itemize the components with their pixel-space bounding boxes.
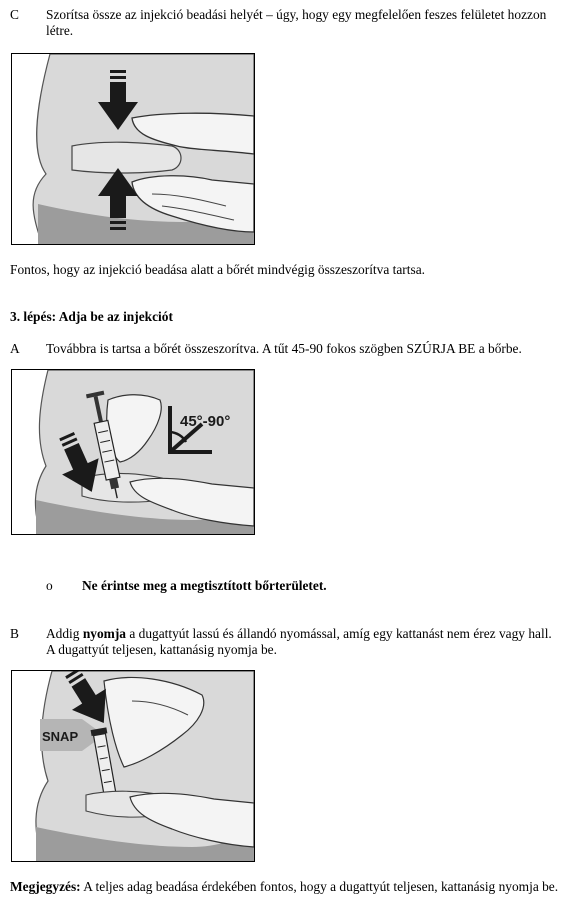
- step-c-letter: C: [10, 7, 19, 22]
- step-b-line-2: A dugattyút teljesen, kattanásig nyomja be.: [46, 642, 277, 657]
- bullet-marker: o: [46, 578, 53, 593]
- step-c-instruction: [46, 7, 576, 39]
- step-a-instruction: Továbbra is tartsa a bőrét összeszorítva. A tűt 45-90 fokos szögben SZÚRJA BE a bőrbe.: [46, 341, 522, 356]
- step-3-heading: 3. lépés: Adja be az injekciót: [10, 309, 173, 324]
- step-c-line-2: létre.: [46, 23, 74, 38]
- pinch-skin-illustration: [11, 53, 255, 245]
- step-a-letter: A: [10, 341, 20, 356]
- note-keep-skin-pinched: Fontos, hogy az injekció beadása alatt a bőrét mindvégig összeszorítva tartsa.: [10, 262, 425, 277]
- step-b-line-1-bold: nyomja: [82, 626, 126, 641]
- step-c-line-1: Szorítsa össze az injekció beadási helyét – úgy, hogy egy megfelelően feszes felületet hozzon: [46, 7, 547, 22]
- step-b-line-1-post: a dugattyút lassú és állandó nyomással, amíg egy kattanást nem érez vagy hall.: [125, 626, 552, 641]
- step-b-instruction: [46, 626, 576, 658]
- step-b-line-1: [46, 626, 576, 642]
- bullet-do-not-touch: Ne érintse meg a megtisztított bőrterületet.: [82, 578, 327, 593]
- final-note-text: A teljes adag beadása érdekében fontos, hogy a dugattyút teljesen, kattanásig nyomja be.: [80, 879, 559, 894]
- step-b-letter: B: [10, 626, 19, 641]
- final-note: [10, 879, 558, 895]
- step-b-line-1-pre: Addig: [46, 626, 83, 641]
- insert-needle-illustration: [11, 369, 255, 535]
- push-plunger-illustration: [11, 670, 255, 862]
- final-note-label: Megjegyzés:: [10, 879, 81, 894]
- angle-label: 45°-90°: [180, 413, 231, 430]
- snap-label: SNAP: [42, 729, 79, 744]
